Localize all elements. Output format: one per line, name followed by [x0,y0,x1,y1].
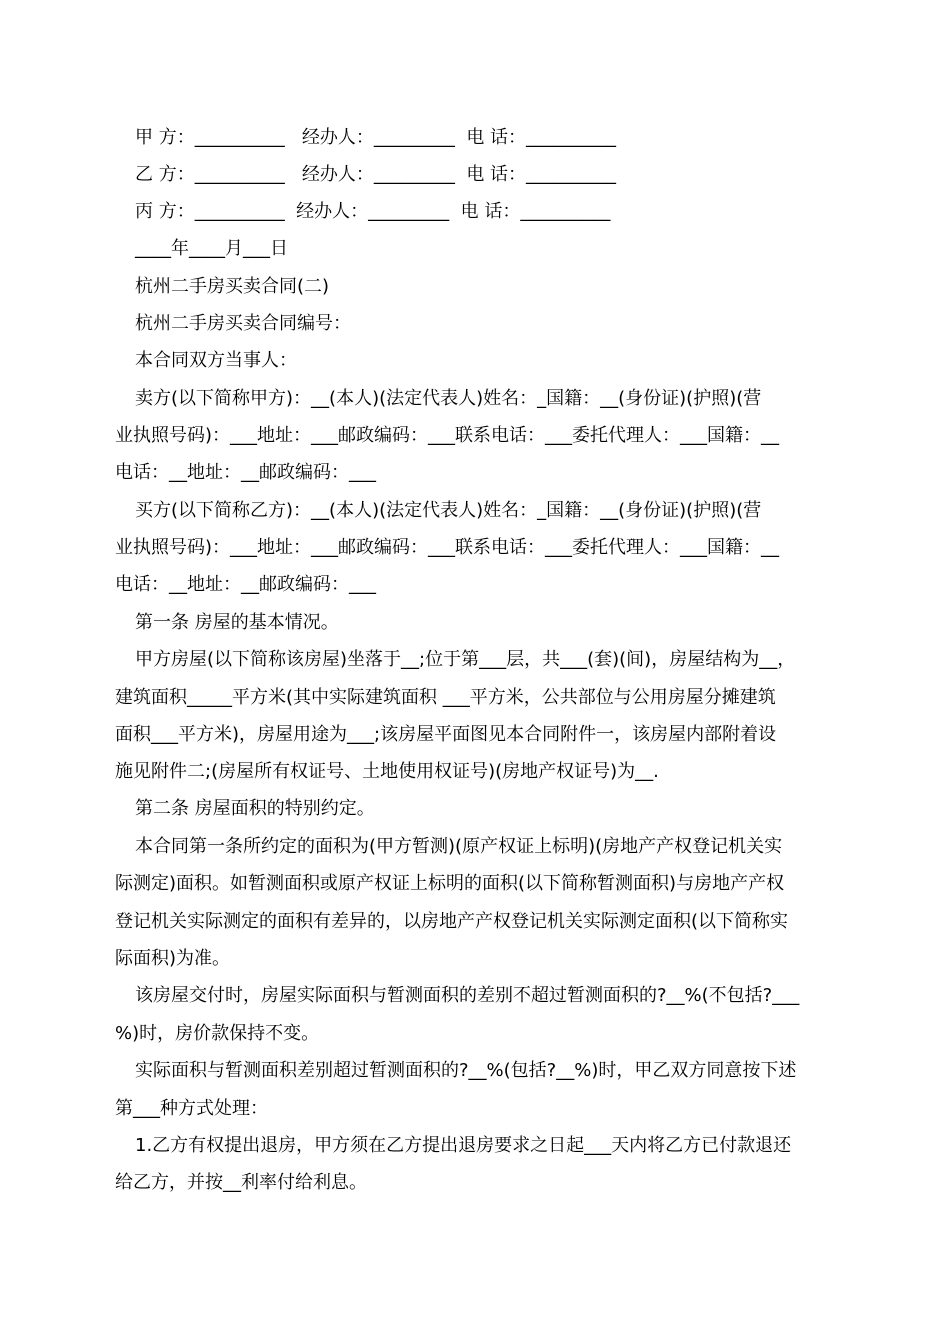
parties-intro: 本合同双方当事人： [135,350,297,371]
option1-line-1: 1.乙方有权提出退房，甲方须在乙方提出退房要求之日起___天内将乙方已付款退还 [135,1135,792,1156]
contract-number: 杭州二手房买卖合同编号： [135,313,351,334]
article1-line-2: 建筑面积_____平方米(其中实际建筑面积 ___平方米，公共部位与公用房屋分摊建筑 [115,687,776,708]
article1-title: 第一条 房屋的基本情况。 [135,612,339,633]
delivery-line-1: 该房屋交付时，房屋实际面积与暂测面积的差别不超过暂测面积的?__%(不包括?___ [135,985,800,1006]
exceed-line-2: 第___种方式处理： [115,1098,268,1119]
seller-line-1: 卖方(以下简称甲方)：__(本人)(法定代表人)姓名：_国籍：__(身份证)(护照)(营 [135,388,762,409]
buyer-line-1: 买方(以下简称乙方)：__(本人)(法定代表人)姓名：_国籍：__(身份证)(护照)(营 [135,500,762,521]
exceed-line-1: 实际面积与暂测面积差别超过暂测面积的?__%(包括?__%)时，甲乙双方同意按下述 [135,1060,797,1081]
contract-title: 杭州二手房买卖合同(二) [135,276,330,297]
article2-title: 第二条 房屋面积的特别约定。 [135,798,375,819]
article1-line-1: 甲方房屋(以下简称该房屋)坐落于__;位于第___层，共___(套)(间)，房屋结构为__， [135,649,796,670]
buyer-line-3: 电话：__地址：__邮政编码：___ [115,574,376,595]
article2-line-4: 际面积)为准。 [115,948,231,969]
article2-line-1: 本合同第一条所约定的面积为(甲方暂测)(原产权证上标明)(房地产产权登记机关实 [135,836,783,857]
delivery-line-2: %)时，房价款保持不变。 [115,1023,320,1044]
article1-line-3: 面积___平方米)，房屋用途为___;该房屋平面图见本合同附件一，该房屋内部附着设 [115,724,777,745]
article2-line-3: 登记机关实际测定的面积有差异的，以房地产产权登记机关实际测定面积(以下简称实 [115,911,789,932]
seller-line-3: 电话：__地址：__邮政编码：___ [115,462,376,483]
seller-line-2: 业执照号码)：___地址：___邮政编码：___联系电话：___委托代理人：___国籍：__ [115,425,780,446]
option1-line-2: 给乙方，并按__利率付给利息。 [115,1172,367,1193]
article1-line-4: 施见附件二;(房屋所有权证号、土地使用权证号)(房地产权证号)为__. [115,761,659,782]
party-a-line: 甲 方：__________ 经办人：_________ 电 话：__________ [135,127,617,148]
article2-line-2: 际测定)面积。如暂测面积或原产权证上标明的面积(以下简称暂测面积)与房地产产权 [115,873,785,894]
buyer-line-2: 业执照号码)：___地址：___邮政编码：___联系电话：___委托代理人：___国籍：__ [115,537,780,558]
party-c-line: 丙 方：__________ 经办人：_________ 电 话：__________ [135,201,611,222]
party-b-line: 乙 方：__________ 经办人：_________ 电 话：__________ [135,164,617,185]
date-line: ____年____月___日 [135,238,288,259]
